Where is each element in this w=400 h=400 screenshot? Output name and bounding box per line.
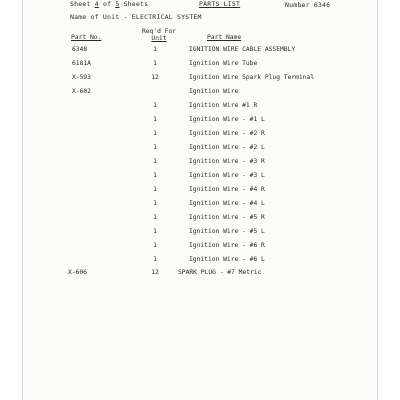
quantity-cell: 12	[151, 269, 159, 276]
part-name-cell: Ignition Wire - #4 L	[189, 200, 265, 207]
part-name-cell: SPARK PLUG - #7 Metric	[178, 269, 262, 276]
part-name-cell: Ignition Wire - #6 L	[189, 256, 265, 263]
part-number-cell: 6181A	[72, 60, 91, 67]
sheets-label: Sheets	[123, 0, 149, 8]
quantity-cell: 1	[153, 116, 157, 123]
part-number-cell: 6348	[72, 46, 88, 53]
sheet-number: 4	[94, 0, 99, 8]
column-header-reqd-line1: Req'd For	[141, 28, 177, 35]
sheet-indicator	[70, 0, 148, 8]
unit-value: - ELECTRICAL SYSTEM	[123, 13, 202, 21]
part-name-cell: IGNITION WIRE CABLE ASSEMBLY	[189, 46, 296, 53]
unit-label: Name of Unit	[70, 13, 120, 21]
quantity-cell: 1	[153, 242, 157, 249]
part-name-cell: Ignition Wire - #5 R	[189, 214, 265, 221]
sheet-label: Sheet	[70, 0, 91, 8]
part-name-cell: Ignition Wire	[189, 88, 239, 95]
part-name-cell: Ignition Wire - #5 L	[189, 228, 265, 235]
quantity-cell: 1	[153, 130, 157, 137]
quantity-cell: 1	[153, 46, 157, 53]
quantity-cell: 1	[153, 172, 157, 179]
part-number-cell: X-602	[72, 88, 91, 95]
part-name-cell: Ignition Wire - #1 L	[189, 116, 265, 123]
column-header-part-name: Part Name	[207, 34, 242, 41]
quantity-cell: 12	[151, 74, 159, 81]
of-label: of	[102, 0, 112, 8]
part-name-cell: Ignition Wire - #6 R	[189, 242, 265, 249]
part-name-cell: Ignition Wire #1 R	[189, 102, 258, 109]
quantity-cell: 1	[153, 256, 157, 263]
quantity-cell: 1	[153, 228, 157, 235]
quantity-cell: 1	[153, 200, 157, 207]
quantity-cell: 1	[153, 186, 157, 193]
part-name-cell: Ignition Wire Spark Plug Terminal	[189, 74, 315, 81]
part-number-cell: X-606	[68, 269, 87, 276]
sheets-total: 5	[115, 0, 120, 8]
part-name-cell: Ignition Wire - #4 R	[189, 186, 265, 193]
document-title: PARTS LIST	[199, 0, 241, 8]
part-name-cell: Ignition Wire - #3 R	[189, 158, 265, 165]
quantity-cell: 1	[153, 214, 157, 221]
part-name-cell: Ignition Wire Tube	[189, 60, 258, 67]
quantity-cell: 1	[153, 158, 157, 165]
part-name-cell: Ignition Wire - #2 L	[189, 144, 265, 151]
quantity-cell: 1	[153, 144, 157, 151]
document-page	[22, 0, 378, 400]
quantity-cell: 1	[153, 60, 157, 67]
number-label: Number	[285, 1, 310, 9]
column-header-part-no: Part No.	[71, 34, 102, 41]
unit-name	[70, 13, 202, 21]
number-value: 6346	[313, 1, 331, 9]
quantity-cell: 1	[153, 102, 157, 109]
column-header-reqd-line2: Unit	[151, 35, 167, 42]
part-name-cell: Ignition Wire - #2 R	[189, 130, 265, 137]
part-name-cell: Ignition Wire - #3 L	[189, 172, 265, 179]
column-header-reqd	[139, 28, 179, 42]
document-number	[285, 1, 330, 9]
part-number-cell: X-593	[72, 74, 91, 81]
